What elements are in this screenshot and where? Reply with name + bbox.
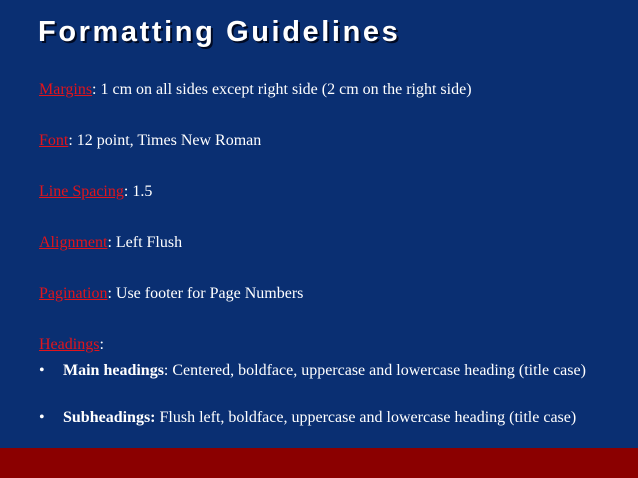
term-margins: Margins — [39, 81, 93, 98]
bullet-subheadings-desc: Flush left, boldface, uppercase and lowercase heading (title case) — [155, 409, 577, 426]
bullet-symbol: • — [39, 362, 45, 379]
term-headings: Headings — [39, 336, 100, 353]
slide-title: Formatting Guidelines — [38, 16, 401, 48]
footer-bar — [0, 448, 638, 478]
bullet-main-headings-label: Main headings — [63, 362, 164, 379]
term-line-spacing: Line Spacing — [39, 183, 124, 200]
term-font: Font — [39, 132, 69, 149]
guideline-margins — [39, 80, 472, 100]
guideline-margins-text: : 1 cm on all sides except right side (2 cm on the right side) — [92, 81, 472, 98]
term-alignment: Alignment — [39, 234, 108, 251]
guideline-headings-text: : — [99, 336, 104, 353]
bullet-main-headings-text — [63, 361, 599, 381]
guideline-font — [39, 131, 261, 151]
bullet-subheadings-text — [63, 408, 599, 428]
bullet-main-headings — [39, 361, 599, 381]
guideline-pagination-text: : Use footer for Page Numbers — [107, 285, 304, 302]
guideline-line-spacing — [39, 182, 152, 202]
bullet-symbol: • — [39, 409, 45, 426]
guideline-font-text: : 12 point, Times New Roman — [68, 132, 262, 149]
bullet-main-headings-desc: : Centered, boldface, uppercase and lowercase heading (title case) — [163, 362, 586, 379]
bullet-subheadings — [39, 408, 599, 428]
term-pagination: Pagination — [39, 285, 108, 302]
guideline-pagination — [39, 284, 303, 304]
guideline-headings — [39, 335, 104, 355]
guideline-alignment — [39, 233, 182, 253]
guideline-line-spacing-text: : 1.5 — [123, 183, 153, 200]
guideline-alignment-text: : Left Flush — [107, 234, 183, 251]
bullet-subheadings-label: Subheadings: — [63, 409, 156, 426]
